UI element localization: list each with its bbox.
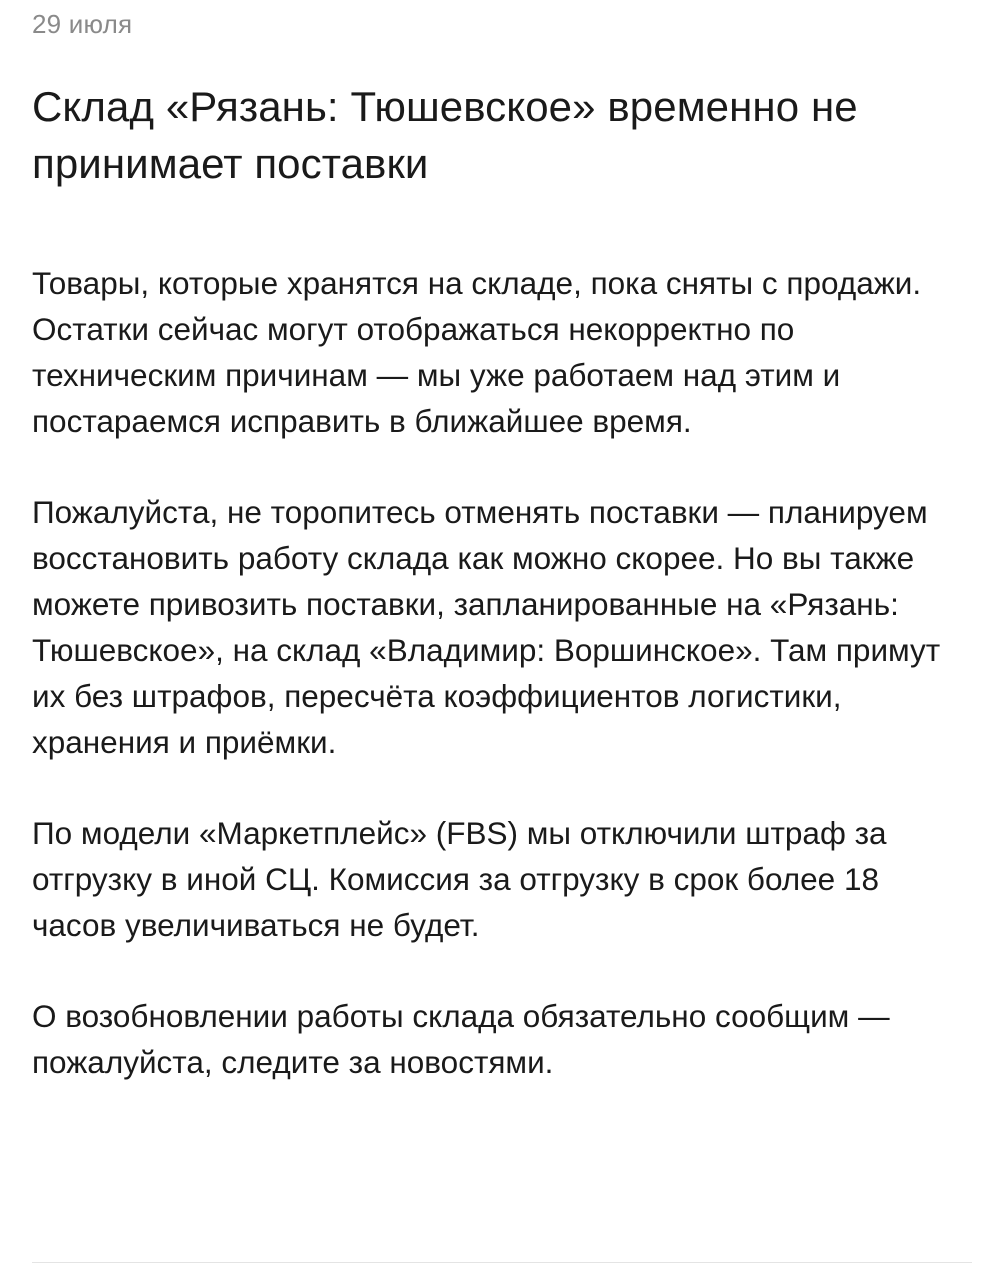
article-paragraph: Пожалуйста, не торопитесь отменять поставки — планируем восстановить работу склада как можно скорее. Но вы также можете привозить поставки, запланированные на «Рязань: Тюшевское», на склад «Владимир: Воршинское». Там примут их без штрафов, пересчёта коэффициентов логистики, хранения и приёмки. [32,494,941,760]
bottom-divider [32,1262,972,1263]
article-paragraph: По модели «Маркетплейс» (FBS) мы отключили штраф за отгрузку в иной СЦ. Комиссия за отгрузку в срок более 18 часов увеличиваться не будет. [32,815,887,943]
article-date: 29 июля [32,9,133,39]
article-body [32,260,972,1085]
article-paragraph: Товары, которые хранятся на складе, пока сняты с продажи. Остатки сейчас могут отображаться некорректно по техническим причинам — мы уже работаем над этим и постараемся исправить в ближайшее время. [32,265,922,439]
article-title: Склад «Рязань: Тюшевское» временно не принимает поставки [32,83,858,187]
article-paragraph: О возобновлении работы склада обязательно сообщим — пожалуйста, следите за новостями. [32,998,890,1080]
news-article [32,0,972,1130]
